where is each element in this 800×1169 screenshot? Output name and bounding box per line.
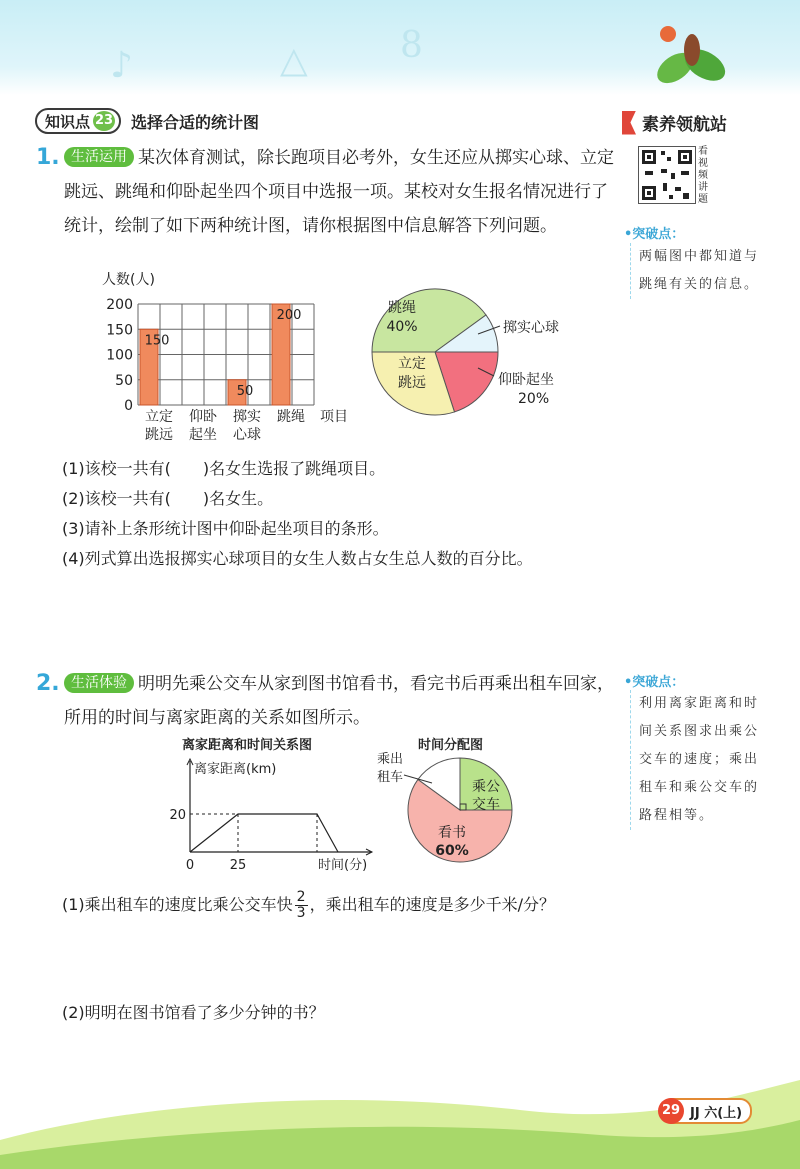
distance-time-chart — [160, 735, 390, 875]
q1-sub-1: (1)该校一共有( )名女生选报了跳绳项目。 — [62, 459, 386, 478]
pie-label: 乘出 — [376, 752, 404, 767]
fraction-numerator: 2 — [296, 889, 306, 905]
footer-wave — [0, 1080, 800, 1169]
topic-number: 23 — [93, 111, 115, 131]
flag-icon — [622, 111, 636, 135]
tip-heading: •突破点： — [624, 227, 685, 242]
x-tick-label: 立定 — [145, 409, 173, 425]
top-banner — [0, 0, 800, 95]
chart-title: 离家距离和时间关系图 — [182, 738, 313, 753]
pie-label: 40% — [386, 319, 418, 335]
pie-label: 跳远 — [398, 375, 426, 391]
q2-sub-1-pre: (1)乘出租车的速度比乘公交车快 — [62, 895, 293, 914]
pie-label: 立定 — [398, 356, 426, 372]
q1-sub-3: (3)请补上条形统计图中仰卧起坐项目的条形。 — [62, 519, 389, 538]
tip-body: 利用离家距离和时间关系图求出乘公交车的速度；乘出租车和乘公交车的路程相等。 — [630, 690, 771, 830]
x-tick-label: 跳绳 — [277, 409, 305, 425]
pie-label: 掷实心球 — [503, 320, 559, 336]
data-line — [190, 814, 338, 852]
x-axis-label: 时间(分) — [318, 858, 368, 873]
y-tick-label: 150 — [106, 322, 133, 339]
decor-glyph: △ — [280, 40, 308, 81]
pie-label: 交车 — [472, 797, 500, 813]
page-number: 29 — [658, 1098, 684, 1124]
topic-badge — [35, 108, 121, 134]
question-1-body: 某次体育测试，除长跑项目必考外，女生还应从掷实心球、立定跳远、跳绳和仰卧起坐四个项目中选报一项。某校对女生报名情况进行了统计，绘制了如下两种统计图，请你根据图中信息解答下列问题。 — [64, 148, 614, 236]
bar-value-label: 200 — [276, 308, 302, 323]
qr-code[interactable] — [638, 146, 696, 204]
y-tick-label: 100 — [106, 347, 133, 364]
fraction — [295, 890, 308, 921]
tip-heading: •突破点： — [624, 675, 685, 690]
bar-value-label: 50 — [236, 383, 254, 399]
chart-title: 时间分配图 — [418, 738, 484, 753]
topic-header — [35, 108, 259, 134]
question-2-text — [64, 667, 620, 735]
pie-label: 仰卧起坐 — [498, 372, 554, 388]
pie-label: 租车 — [376, 770, 404, 785]
x-axis-label: 项目 — [320, 409, 348, 425]
x-tick-label: 0 — [185, 858, 195, 873]
sports-pie-chart — [360, 282, 600, 422]
book-label: JJ 六(上) — [690, 1105, 743, 1121]
y-tick-label: 50 — [115, 372, 133, 389]
fraction-denominator: 3 — [296, 905, 306, 921]
x-tick-label: 起坐 — [189, 427, 217, 443]
question-number: 2. — [36, 671, 60, 696]
qr-label: 看视频讲题 — [698, 146, 708, 205]
pie-label: 20% — [518, 391, 550, 407]
x-tick-label: 跳远 — [145, 427, 173, 443]
question-1-text — [64, 141, 620, 243]
question-tag: 生活运用 — [64, 147, 134, 167]
q2-sub-1-post: ，乘出租车的速度是多少千米/分？ — [309, 895, 555, 914]
topic-title: 选择合适的统计图 — [131, 112, 260, 132]
q1-sub-4: (4)列式算出选报掷实心球项目的女生人数占女生总人数的百分比。 — [62, 549, 533, 568]
y-axis-label: 离家距离(km) — [194, 762, 277, 777]
tip-body: 两幅图中都知道与跳绳有关的信息。 — [630, 243, 771, 299]
bar-chart — [100, 270, 370, 445]
bar-value-label: 150 — [144, 333, 170, 349]
time-allocation-pie-chart — [370, 735, 520, 865]
leaves-icon — [650, 20, 730, 95]
pie-label: 60% — [435, 843, 469, 859]
x-tick-label: 心球 — [233, 427, 261, 443]
q2-sub-1 — [62, 890, 555, 921]
page-badge — [660, 1098, 752, 1124]
question-2-body: 明明先乘公交车从家到图书馆看书，看完书后再乘出租车回家，所用的时间与离家距离的关系如图所示。 — [64, 674, 614, 728]
q1-sub-2: (2)该校一共有( )名女生。 — [62, 489, 274, 508]
x-tick-label: 掷实 — [233, 409, 261, 425]
question-tag: 生活体验 — [64, 673, 134, 693]
decor-glyph: 8 — [400, 25, 423, 66]
y-axis-label: 人数(人) — [102, 272, 155, 288]
question-number: 1. — [36, 145, 60, 170]
pie-label: 乘公 — [472, 779, 500, 795]
side-header-title: 素养领航站 — [642, 115, 727, 135]
y-tick-label: 200 — [106, 297, 133, 313]
pie-label: 跳绳 — [388, 300, 416, 316]
pie-label: 看书 — [438, 825, 466, 841]
side-header — [622, 110, 727, 135]
y-tick-label: 0 — [124, 398, 133, 414]
y-tick-label: 20 — [169, 808, 186, 823]
x-tick-label: 仰卧 — [189, 409, 217, 425]
x-tick-label: 25 — [229, 858, 247, 873]
q2-sub-2: (2)明明在图书馆看了多少分钟的书？ — [62, 1003, 325, 1022]
topic-label: 知识点 — [45, 112, 91, 131]
decor-glyph: ♪ — [110, 45, 133, 86]
